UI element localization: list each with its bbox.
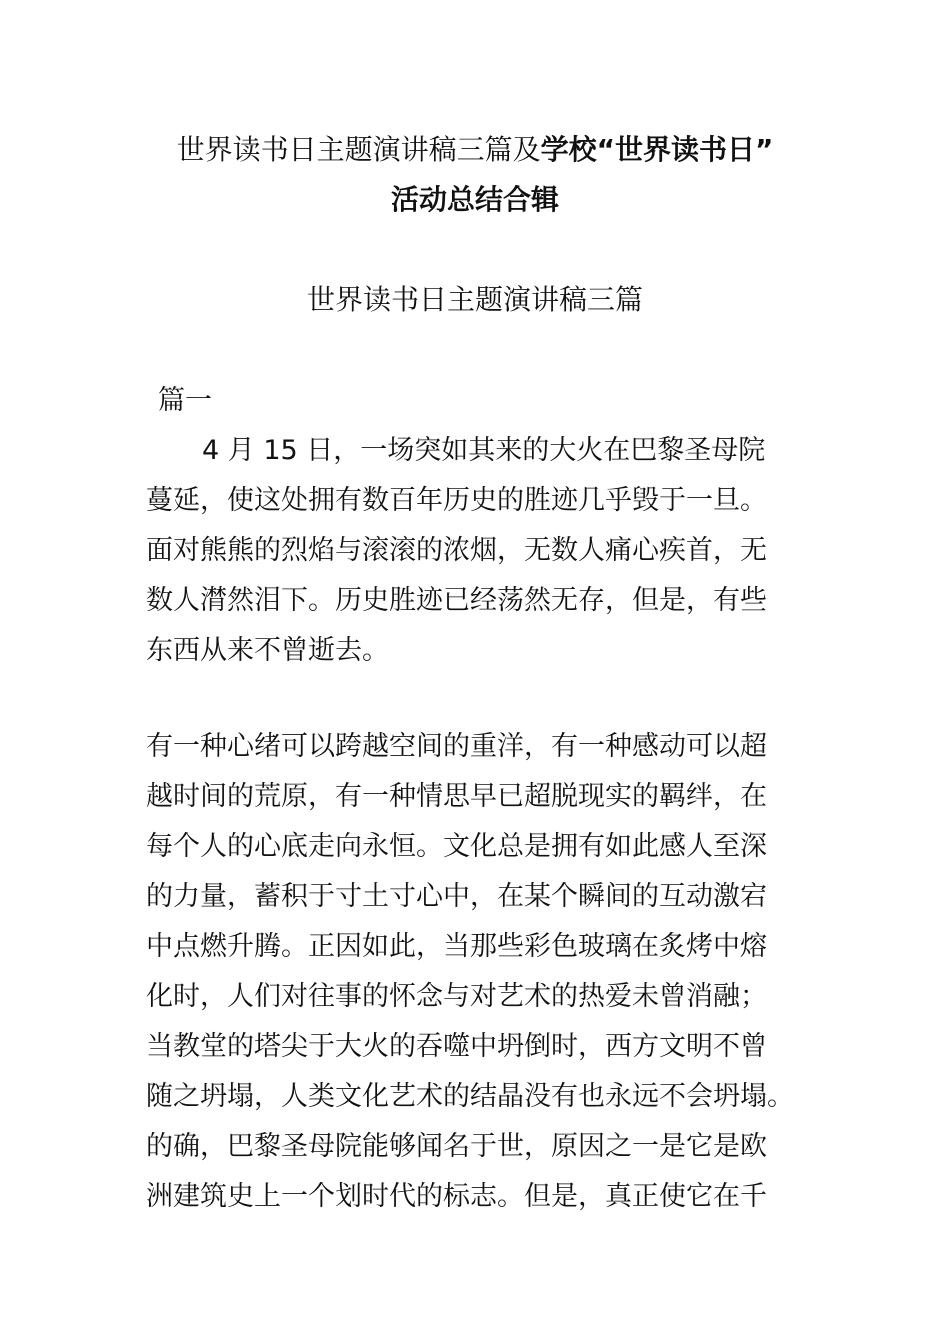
document-title-line-1 [0, 130, 950, 170]
paragraph-line: 随之坍塌，人类文化艺术的结晶没有也永远不会坍塌。 [146, 1081, 794, 1112]
paragraph-1 [146, 426, 846, 676]
paragraph-line: 有一种心绪可以跨越空间的重洋，有一种感动可以超 [146, 731, 767, 762]
title-regular-part: 世界读书日主题演讲稿三篇及 [176, 133, 541, 166]
paragraph-2 [146, 722, 846, 1222]
paragraph-line: 数人潸然泪下。历史胜迹已经荡然无存，但是，有些 [146, 585, 767, 616]
chapter-label: 篇一 [158, 385, 212, 416]
paragraph-line: 当教堂的塔尖于大火的吞噬中坍倒时，西方文明不曾 [146, 1031, 767, 1062]
paragraph-line: 中点燃升腾。正因如此，当那些彩色玻璃在炙烤中熔 [146, 931, 767, 962]
title-bold-part: 学校“世界读书日” [540, 133, 774, 166]
section-heading: 世界读书日主题演讲稿三篇 [306, 283, 643, 316]
paragraph-line: 化时，人们对往事的怀念与对艺术的热爱未曾消融； [146, 981, 767, 1012]
paragraph-line: 的确，巴黎圣母院能够闻名于世，原因之一是它是欧 [146, 1131, 767, 1162]
paragraph-line: 越时间的荒原，有一种情思早已超脱现实的羁绊，在 [146, 781, 767, 812]
document-title-line-2: 活动总结合辑 [390, 183, 559, 216]
paragraph-line: 东西从来不曾逝去。 [146, 635, 389, 666]
paragraph-line: 的力量，蓄积于寸土寸心中，在某个瞬间的互动激宕 [146, 881, 767, 912]
paragraph-line: 每个人的心底走向永恒。文化总是拥有如此感人至深 [146, 831, 767, 862]
paragraph-line: 面对熊熊的烈焰与滚滚的浓烟，无数人痛心疾首，无 [146, 535, 767, 566]
paragraph-line: 蔓延，使这处拥有数百年历史的胜迹几乎毁于一旦。 [146, 485, 767, 516]
paragraph-line: 洲建筑史上一个划时代的标志。但是，真正使它在千 [146, 1181, 767, 1212]
paragraph-line: 4 月 15 日，一场突如其来的大火在巴黎圣母院 [202, 435, 766, 466]
